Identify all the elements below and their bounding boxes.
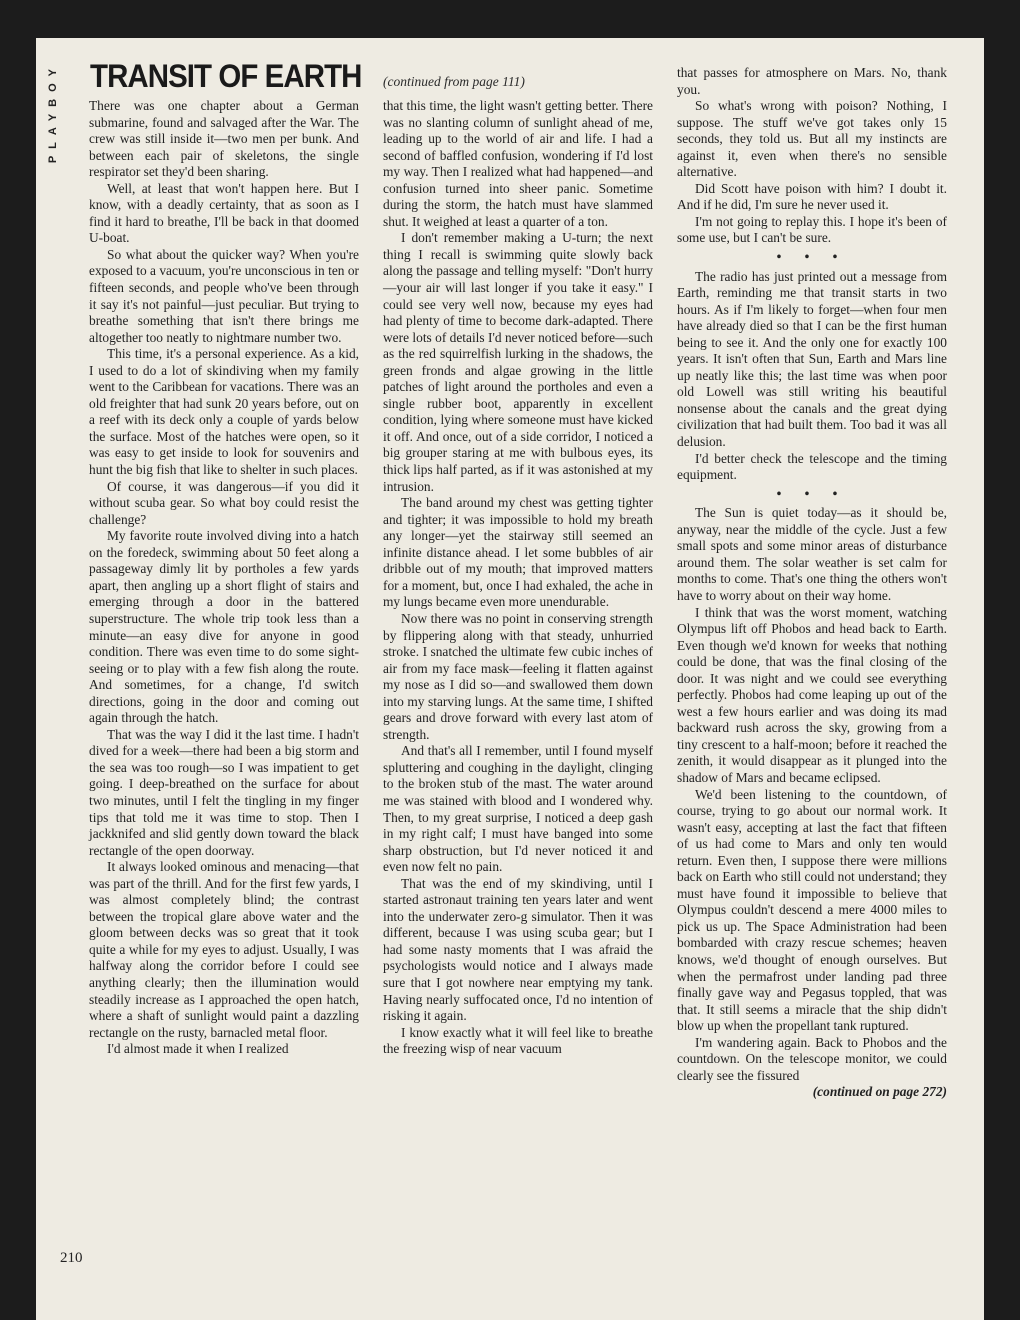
article-title: TRANSIT OF EARTH xyxy=(90,58,362,94)
paragraph: I know exactly what it will feel like to breathe the freezing wisp of near vacuum xyxy=(383,1024,653,1057)
paragraph: I'm not going to replay this. I hope it's been of some use, but I can't be sure. xyxy=(677,213,947,246)
section-break: • • • xyxy=(776,249,848,265)
paragraph: I'd better check the telescope and the timing equipment. xyxy=(677,450,947,483)
paragraph: This time, it's a personal experience. As a kid, I used to do a lot of skindiving when my family went to the Caribbean for vacations. There was an old freighter that had sunk 20 years before, out on a reef with its deck only a couple of yards below the surface. Most of the hatches were open, so it was easy to get inside to look for souvenirs and hunt the big fish that like to shelter in such places. xyxy=(89,346,359,478)
paragraph: And that's all I remember, until I found myself spluttering and coughing in the daylight, clinging to the broken stub of the mast. The water around me was stained with blood and I wondered why. Then, to my great surprise, I noticed a deep gash in my right calf; I must have banged into some sharp obstruction, but I'd never noticed it and even now felt no pain. xyxy=(383,743,653,875)
paragraph: We'd been listening to the countdown, of course, trying to go about our normal work. It wasn't easy, accepting at last the fact that fifteen of us had come to Mars and only ten would return. Even then, I suppose there were millions back on Earth who still could not understand; they must have found it impossible to believe that Olympus couldn't descend a mere 4000 miles to pick us up. The Space Administration had been bombarded with crazy rescue schemes; heaven knows, we'd thought of enough ourselves. But when the permafrost under landing pad three finally gave way and Pegasus toppled, that was that. It still seems a miracle that the ship didn't blow up when the propellant tank ruptured. xyxy=(677,786,947,1034)
column-2 xyxy=(383,98,653,1058)
continued-from: (continued from page 111) xyxy=(383,74,525,89)
paragraph: Well, at least that won't happen here. But I know, with a deadly certainty, that as soon as I find it hard to breathe, I'll be back in that doomed U-boat. xyxy=(89,180,359,246)
paragraph: There was one chapter about a German submarine, found and salvaged after the War. The crew was still inside it—two men per bunk. And between each pair of skeletons, the single respirator set they'd been sharing. xyxy=(89,98,359,180)
paragraph: That was the end of my skindiving, until I started astronaut training ten years later and went into the underwater zero-g simulator. Then it was different, because I was using scuba gear; but I had some nasty moments that I was afraid the psychologists would notice and I always made sure that I got nowhere near emptying my tank. Having nearly suffocated once, I'd no intention of risking it again. xyxy=(383,875,653,1024)
paragraph: I'd almost made it when I realized xyxy=(107,1041,289,1057)
paragraph: I think that was the worst moment, watching Olympus lift off Phobos and head back to Earth. Even though we'd known for weeks that nothing could be done, that was the final closing of the door. It was night and we could see everything perfectly. Phobos had come leaping up out of the west a few hours earlier and was doing its mad backward rush across the sky, growing from a tiny crescent to a half-moon; before it reached the zenith, it would disappear as it plunged into the shadow of Mars and became eclipsed. xyxy=(677,604,947,785)
paragraph: I'm wandering again. Back to Phobos and the countdown. On the telescope monitor, we could clearly see the fissured xyxy=(677,1034,947,1083)
paragraph: So what's wrong with poison? Nothing, I suppose. The stuff we've got takes only 15 seconds, they told us. But all my instincts are against it, even when there's no sensible alternative. xyxy=(677,98,947,180)
paragraph: Of course, it was dangerous—if you did it without scuba gear. So what boy could resist the challenge? xyxy=(89,478,359,527)
column-3 xyxy=(677,65,947,1101)
paragraph: My favorite route involved diving into a hatch on the foredeck, swimming about 50 feet along a passageway dimly lit by portholes a few yards apart, then angling up a short flight of stairs and emerging through a door in the battered superstructure. The whole trip took less than a minute—an easy dive for anyone in good condition. There was even time to do some sight-seeing or to play with a few fish along the route. And sometimes, for a change, I'd switch directions, going in the door and coming out again through the hatch. xyxy=(89,528,359,726)
paragraph: I don't remember making a U-turn; the next thing I recall is swimming quite slowly back along the passage and telling myself: "Don't hurry—your air will last longer if you take it easy." I could see very well now, because my eyes had had plenty of time to become dark-adapted. There were lots of details I'd never noticed before—such as the red squirrelfish lurking in the shadows, the green fronds and algae growing in the little patches of light around the portholes and even a single rubber boot, apparently in excellent condition, lying where someone must have kicked it off. And once, out of a side corridor, I noticed a big grouper staring at me with bulbous eyes, its thick lips half parted, as if it was astonished at my intrusion. xyxy=(383,230,653,494)
paragraph: The band around my chest was getting tighter and tighter; it was impossible to hold my breath any longer—yet the stairway still seemed an infinite distance ahead. I let some bubbles of air dribble out of my mouth; that improved matters for a moment, but, once I had exhaled, the ache in my lungs became even more unendurable. xyxy=(383,495,653,610)
paragraph: The Sun is quiet today—as it should be, anyway, near the middle of the cycle. Just a few small spots and some minor areas of disturbance around them. The solar weather is set calm for months to come. That's one thing the others won't have to worry about on their way home. xyxy=(677,505,947,603)
section-break: • • • xyxy=(776,485,848,501)
paragraph: That was the way I did it the last time. I hadn't dived for a week—there had been a big storm and the sea was too rough—so I was impatient to get going. I deep-breathed on the surface for about two minutes, until I felt the tingling in my finger tips that told me it was time to stop. Then I jackknifed and slid gently down toward the black rectangle of the open doorway. xyxy=(89,726,359,858)
paragraph: It always looked ominous and menacing—that was part of the thrill. And for the first few yards, I was almost completely blind; the contrast between the tropical glare above water and the gloom between decks was so great that it took quite a while for my eyes to adjust. Usually, I was halfway along the corridor before I could see anything clearly; then the illumination would steadily increase as I approached the open hatch, where a shaft of sunlight would paint a dazzling rectangle on the rusty, barnacled metal floor. xyxy=(89,859,359,1040)
continued-on: (continued on page 272) xyxy=(812,1084,947,1100)
paragraph: Now there was no point in conserving strength by flippering along with that steady, unhurried stroke. I snatched the ultimate few cubic inches of air from my face mask—feeling it flatten against my nose as I did so—and swallowed them down into my starving lungs. At the same time, I shifted gears and drove forward with every last atom of strength. xyxy=(383,610,653,742)
paragraph: Did Scott have poison with him? I doubt it. And if he did, I'm sure he never used it. xyxy=(677,180,947,213)
column-1 xyxy=(89,98,359,1058)
paragraph: that passes for atmosphere on Mars. No, thank you. xyxy=(677,65,947,97)
paragraph: The radio has just printed out a message from Earth, reminding me that transit starts in two hours. As if I'm likely to forget—when four men have already died so that I can be the first human being to see it. And the only one for exactly 100 years. It isn't often that Sun, Earth and Mars line up neatly like this; the last time was when poor old Lowell was still writing his beautiful nonsense about the canals and the great dying civilization that had built them. Too bad it was all delusion. xyxy=(677,268,947,450)
paragraph: that this time, the light wasn't getting better. There was no slanting column of sunlight ahead of me, leading up to the world of air and life. I had a second of baffled confusion, wondering if I'd lost my way. Then I realized what had happened—and confusion turned into sheer panic. Sometime during the storm, the hatch must have slammed shut. It weighed at least a quarter of a ton. xyxy=(383,98,653,229)
masthead: PLAYBOY xyxy=(47,62,59,164)
page-number: 210 xyxy=(60,1250,83,1266)
paragraph: So what about the quicker way? When you're exposed to a vacuum, you're unconscious in ten or fifteen seconds, and people who've been through it say it's not painful—just peculiar. But trying to breathe something that isn't there brings me altogether too neatly to nightmare number two. xyxy=(89,246,359,345)
